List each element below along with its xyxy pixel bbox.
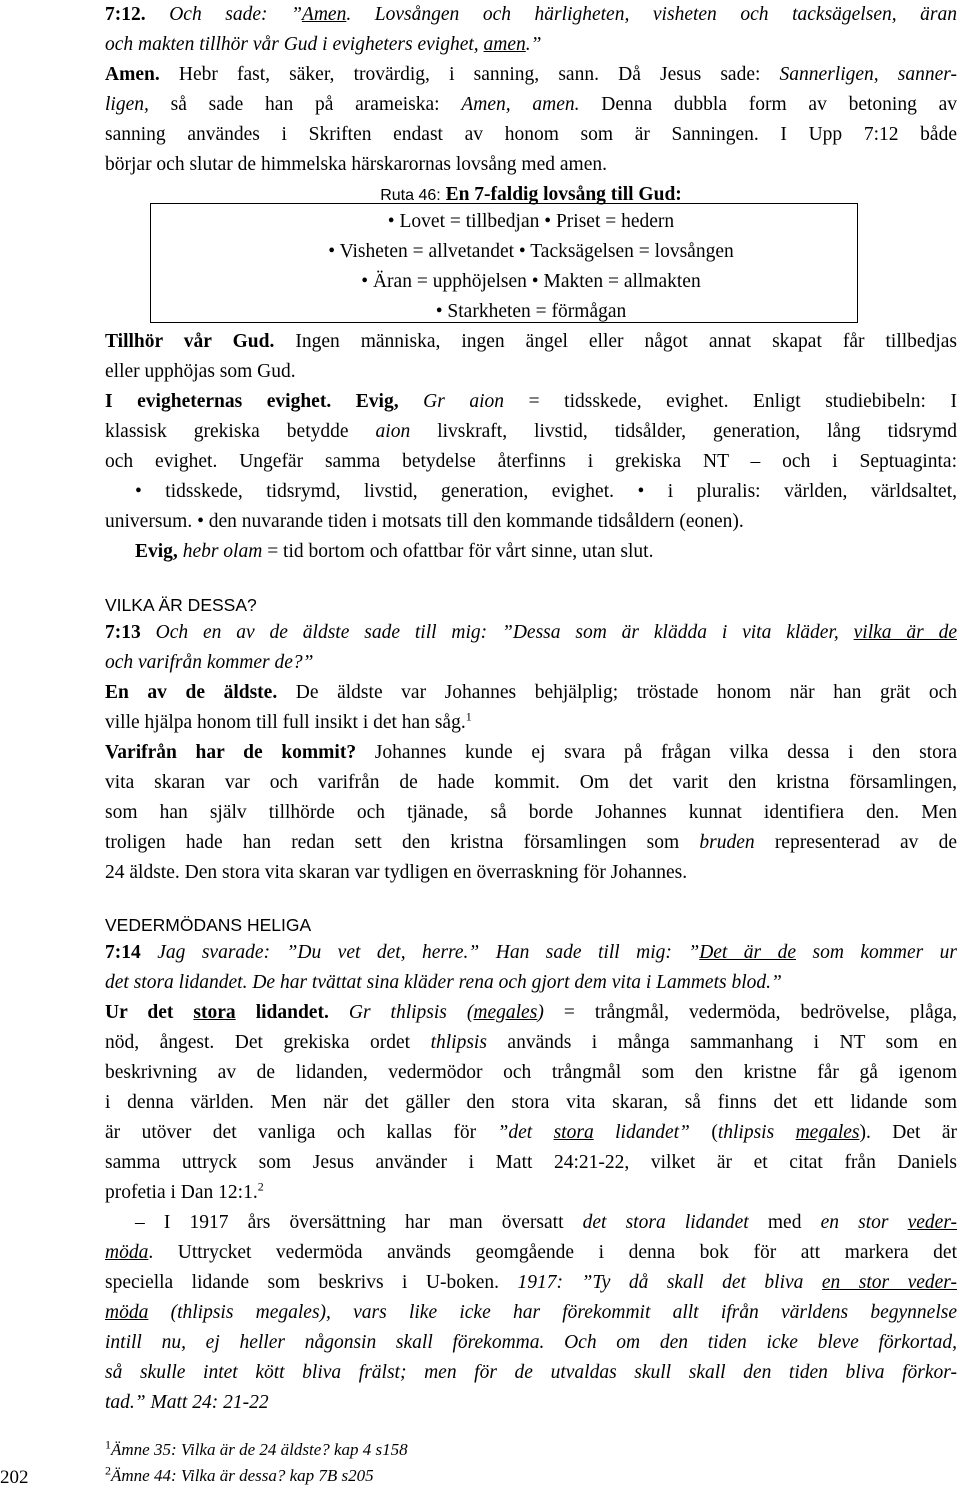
text-line: Amen. Hebr fast, säker, trovärdig, i sanning, sann. Då Jesus sade: Sannerligen, sanner- [105, 64, 957, 85]
footnote: $^1$Ämne 35: Vilka är de 24 äldste? kap 4 s158 [105, 1437, 408, 1459]
text-line: speciella lidande som beskrivs i U-boken. 1917: ”Ty då skall det bliva en stor veder- [105, 1272, 957, 1293]
text-line: klassisk grekiska betydde aion livskraft, livstid, tidsålder, generation, lång tidsrymd [105, 421, 958, 442]
text-line: profetia i Dan 12:1.$^2$ [105, 1179, 264, 1203]
ruta-row: • Äran = upphöjelsen • Makten = allmakten [361, 271, 701, 292]
section-heading: VEDERMÖDANS HELIGA [105, 915, 312, 935]
text-line: och varifrån kommer de?” [105, 652, 314, 673]
section-heading: VILKA ÄR DESSA? [105, 595, 257, 615]
ruta-title: Ruta 46: En 7-faldig lovsång till Gud: [380, 184, 682, 205]
text-line: • tidsskede, tidsrymd, livstid, generation, evighet. • i pluralis: världen, världsaltet, [135, 481, 957, 502]
page-number: 202 [0, 1467, 29, 1488]
text-line: och makten tillhör vår Gud i evigheters evighet, amen.” [105, 34, 542, 55]
text-line: En av de äldste. De äldste var Johannes behjälplig; tröstade honom när han grät och [105, 682, 957, 703]
text-line: universum. • den nuvarande tiden i motsats till den kommande tidsåldern (eonen). [105, 511, 744, 532]
text-line: Tillhör vår Gud. Ingen människa, ingen ängel eller något annat skapat får tillbedjas [105, 331, 958, 352]
text-line: tad.” Matt 24: 21-22 [105, 1392, 269, 1413]
text-line: intill nu, ej heller någonsin skall förekomma. Och om den tiden icke bleve förkortad, [105, 1332, 957, 1353]
text-line: i denna världen. Men när det gäller den stora vita skaran, så finns det ett lidande som [105, 1092, 957, 1113]
text-line: är utöver det vanliga och kallas för ”det stora lidandet” (thlipsis megales). Det är [105, 1122, 958, 1143]
text-line: vita skaran var och varifrån de hade kommit. Om det varit den kristna församlingen, [105, 772, 957, 793]
text-line: sanning användes i Skriften endast av honom som är Sanningen. I Upp 7:12 både [105, 124, 957, 145]
text-line: I evigheternas evighet. Evig, Gr aion = tidsskede, evighet. Enligt studiebibeln: I [105, 391, 958, 412]
text-line: möda. Uttrycket vedermöda används geomgående i denna bok för att markera det [105, 1242, 957, 1263]
text-line: det stora lidandet. De har tvättat sina kläder rena och gjort dem vita i Lammets blod.” [105, 972, 782, 993]
text-line: samma uttryck som Jesus använder i Matt 24:21-22, vilket är et citat från Daniels [105, 1152, 957, 1173]
text-line: och evighet. Ungefär samma betydelse återfinns i grekiska NT – och i Septuaginta: [105, 451, 957, 472]
text-line: 7:14 Jag svarade: ”Du vet det, herre.” Han sade till mig: ”Det är de som kommer ur [105, 942, 958, 963]
text-line: Varifrån har de kommit? Johannes kunde ej svara på frågan vilka dessa i den stora [105, 742, 958, 763]
ruta-row: • Starkheten = förmågan [435, 301, 627, 322]
text-line: ville hjälpa honom till full insikt i det han såg.$^1$ [105, 709, 472, 733]
text-line: beskrivning av de lidanden, vedermödor och trångmål som den kristne får gå igenom [105, 1062, 957, 1083]
text-line: 7:12. Och sade: ”Amen. Lovsången och härligheten, visheten och tacksägelsen, äran [105, 4, 958, 25]
ruta-row: • Lovet = tillbedjan • Priset = hedern [387, 211, 675, 232]
text-line: Ur det stora lidandet. Gr thlipsis (megales) = trångmål, vedermöda, bedrövelse, plåga, [105, 1002, 958, 1023]
text-line: 24 äldste. Den stora vita skaran var tydligen en överraskning för Johannes. [105, 862, 688, 883]
text-line: som han själv tillhörde och tjänade, så borde Johannes kunnat identifiera den. Men [105, 802, 957, 823]
footnote: $^2$Ämne 44: Vilka är dessa? kap 7B s205 [105, 1463, 374, 1485]
text-line: nöd, ångest. Det grekiska ordet thlipsis används i många sammanhang i NT som en [105, 1032, 958, 1053]
text-line: eller upphöjas som Gud. [105, 361, 296, 382]
text-line: möda (thlipsis megales), vars like icke har förekommit allt ifrån världens begynnelse [105, 1302, 957, 1323]
ruta-row: • Visheten = allvetandet • Tacksägelsen = lovsången [328, 241, 734, 262]
text-line: så skulle intet kött bliva frälst; men för de utvaldas skull skall den tiden bliva förkor- [105, 1362, 957, 1383]
text-line: 7:13 Och en av de äldste sade till mig: ”Dessa som är klädda i vita kläder, vilka är de [105, 622, 958, 643]
text-line: börjar och slutar de himmelska härskarornas lovsång med amen. [105, 154, 607, 175]
text-line: Evig, hebr olam = tid bortom och ofattbar för vårt sinne, utan slut. [135, 541, 654, 562]
text-line: troligen hade han redan sett den kristna församlingen som bruden representerad av de [105, 832, 958, 853]
text-line: – I 1917 års översättning har man översatt det stora lidandet med en stor veder- [135, 1212, 958, 1233]
text-line: ligen, så sade han på arameiska: Amen, amen. Denna dubbla form av betoning av [105, 94, 958, 115]
